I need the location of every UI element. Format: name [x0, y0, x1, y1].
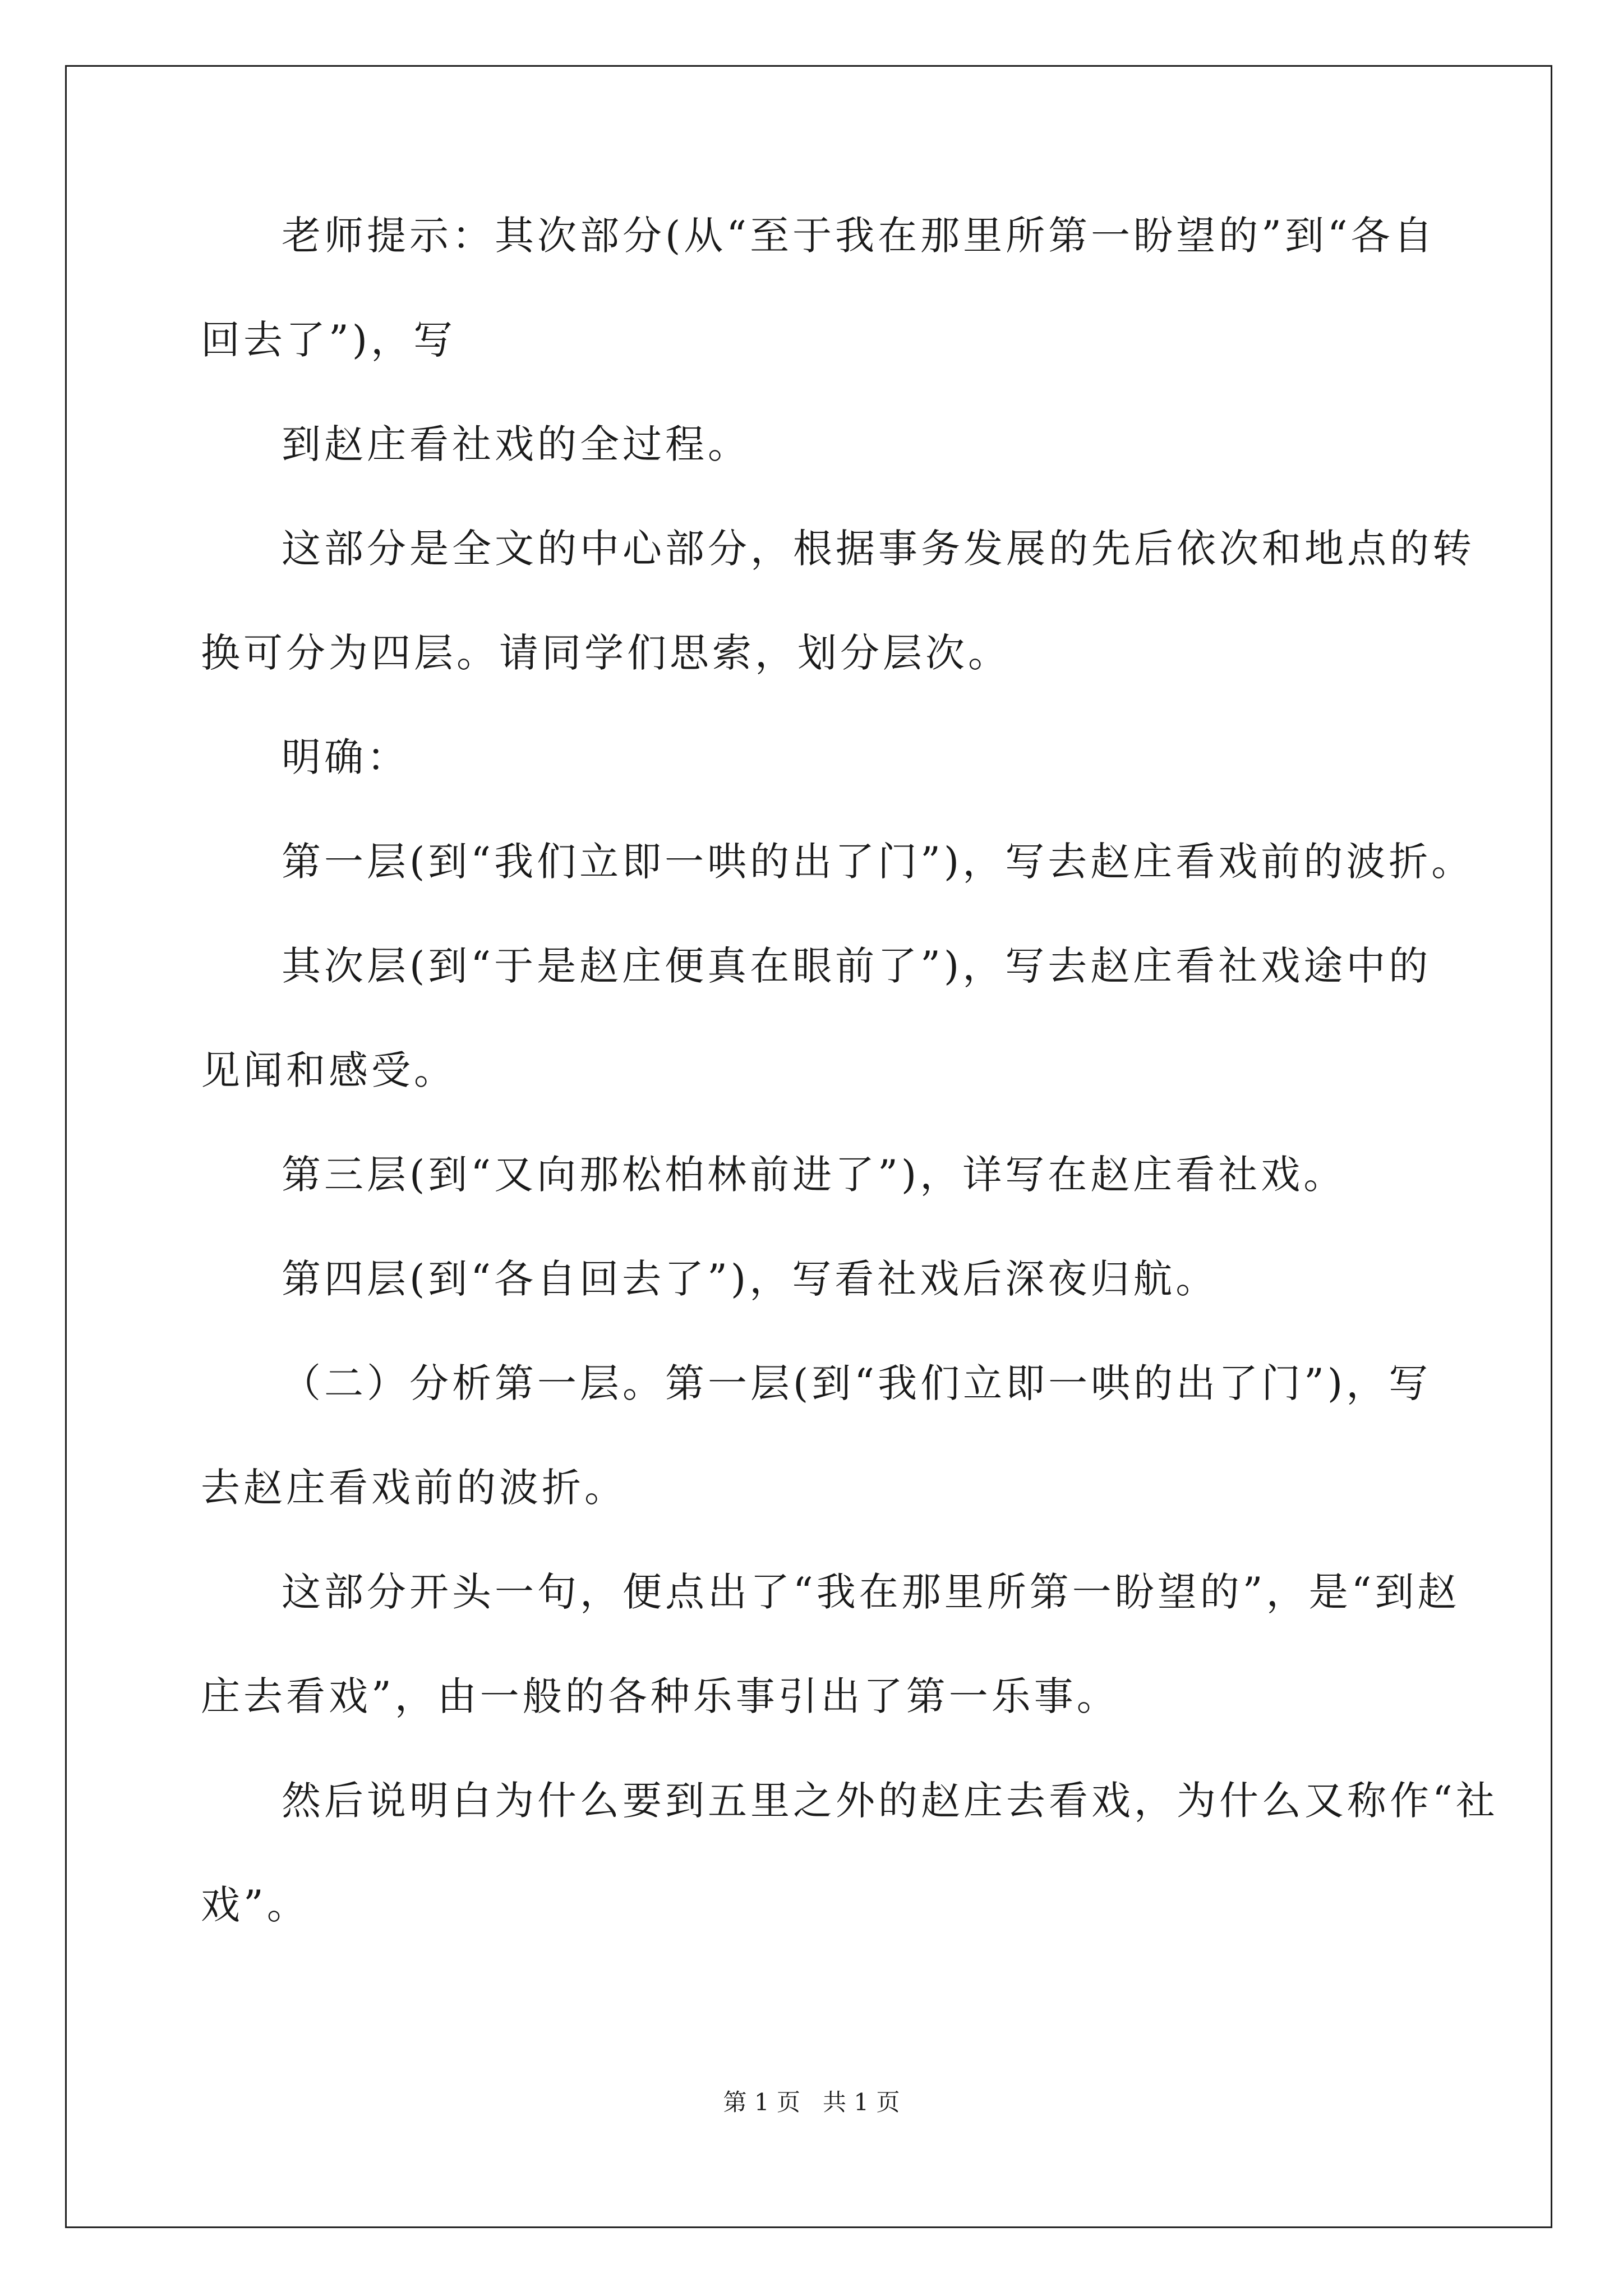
text-line: 见闻和感受。 [201, 1047, 457, 1093]
page-number: 第 1 页 共 1 页 [723, 2088, 900, 2116]
text-line: 第三层(到“又向那松柏林前进了”)，详写在赵庄看社戏。 [282, 1152, 1347, 1198]
text-line: 第一层(到“我们立即一哄的出了门”)，写去赵庄看戏前的波折。 [282, 839, 1474, 885]
text-line: （二）分析第一层。第一层(到“我们立即一哄的出了门”)，写 [282, 1360, 1432, 1406]
text-line: 到赵庄看社戏的全过程。 [282, 421, 750, 467]
text-line: 明确： [282, 734, 409, 780]
text-line: 这部分开头一句，便点出了“我在那里所第一盼望的”，是“到赵 [282, 1569, 1460, 1615]
text-line: 其次层(到“于是赵庄便真在眼前了”)，写去赵庄看社戏途中的 [282, 943, 1432, 989]
text-line: 去赵庄看戏前的波折。 [201, 1465, 627, 1511]
text-line: 这部分是全文的中心部分，根据事务发展的先后依次和地点的转 [282, 526, 1475, 572]
text-line: 第四层(到“各自回去了”)，写看社戏后深夜归航。 [282, 1256, 1219, 1302]
text-line: 换可分为四层。请同学们思索，划分层次。 [201, 630, 1011, 676]
text-line: 庄去看戏”，由一般的各种乐事引出了第一乐事。 [201, 1673, 1119, 1719]
text-line: 然后说明白为什么要到五里之外的赵庄去看戏，为什么又称作“社 [282, 1778, 1498, 1824]
text-line: 戏”。 [201, 1882, 310, 1928]
text-line: 老师提示：其次部分(从“至于我在那里所第一盼望的”到“各自 [282, 213, 1436, 259]
text-line: 回去了”)，写 [201, 317, 457, 363]
